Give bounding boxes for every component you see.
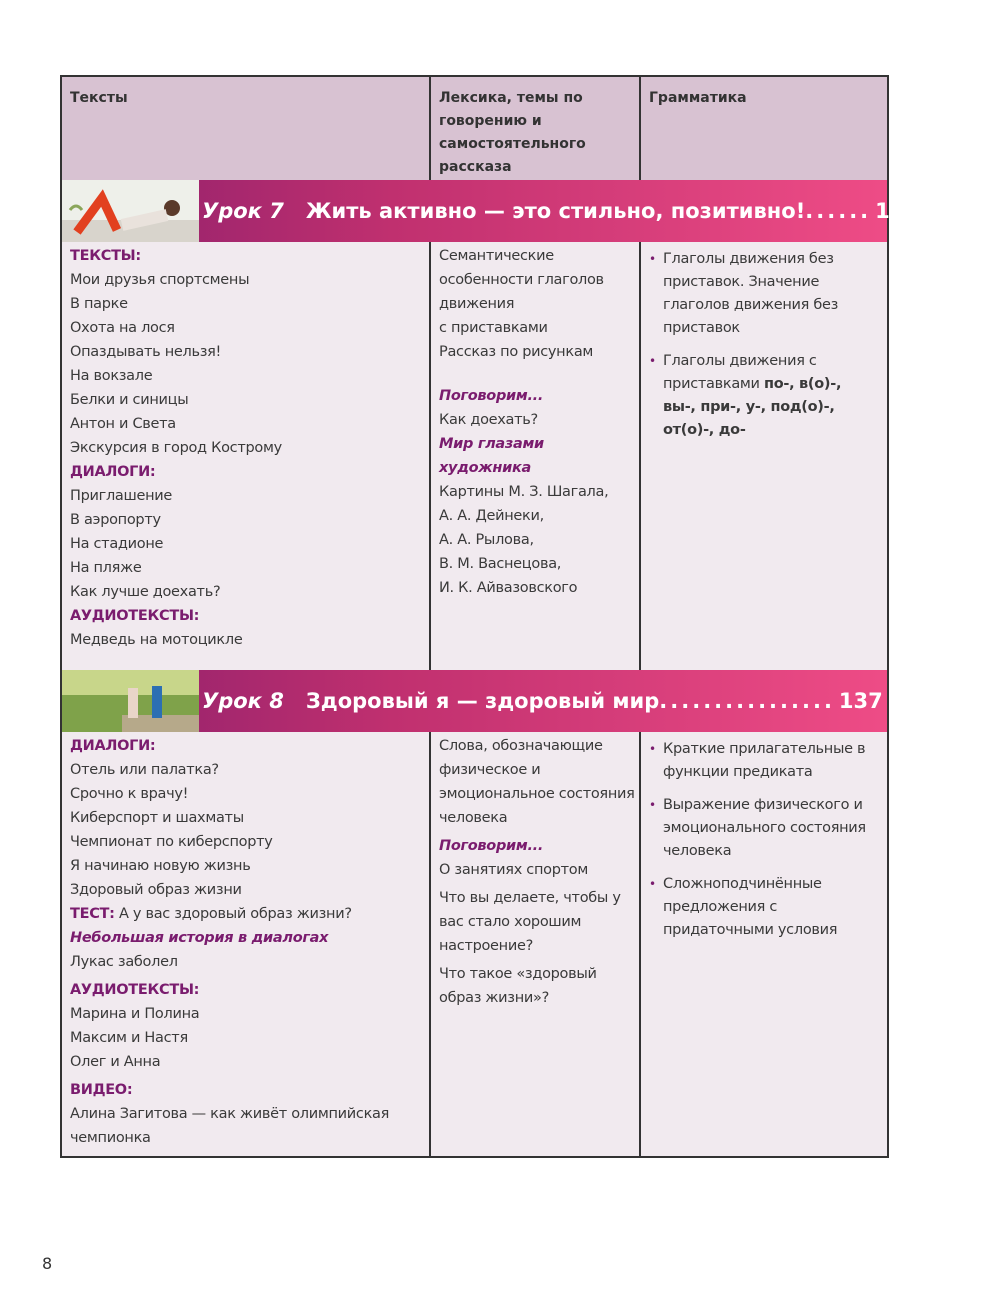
lexis-column <box>439 734 635 1014</box>
section-heading: ВИДЕО: <box>70 1082 133 1098</box>
bullet-icon: • <box>649 252 656 266</box>
italic-heading: Мир глазами <box>439 436 544 452</box>
grammar-text <box>663 873 877 942</box>
lesson-page: 137 <box>838 689 883 713</box>
text-item: Охота на лося <box>70 320 175 336</box>
lexis-item: Картины М. З. Шагала, <box>439 484 609 500</box>
lexis-item: Семантические <box>439 248 554 264</box>
text-item: Антон и Света <box>70 416 176 432</box>
grammar-text-main: Выражение физического и эмоционального состояния человека <box>663 797 866 859</box>
text-item: В парке <box>70 296 128 312</box>
text-item: Медведь на мотоцикле <box>70 632 243 648</box>
lesson-band <box>62 180 920 242</box>
text-item: Киберспорт и шахматы <box>70 810 244 826</box>
section-heading: АУДИОТЕКСТЫ: <box>70 982 200 998</box>
lexis-column <box>439 244 635 600</box>
bullet-icon: • <box>649 877 656 891</box>
grammar-item <box>649 873 877 942</box>
lexis-item: Рассказ по рисункам <box>439 344 594 360</box>
running-photo <box>62 670 199 732</box>
lesson-page: 113 <box>875 199 920 223</box>
text-item: Белки и синицы <box>70 392 189 408</box>
texts-column <box>70 734 420 1150</box>
grammar-column <box>649 738 877 952</box>
grammar-text <box>663 738 877 784</box>
grammar-column <box>649 248 877 452</box>
header-grammar: Грамматика <box>649 90 747 106</box>
lexis-item: движения <box>439 296 515 312</box>
lexis-item: В. М. Васнецова, <box>439 556 562 572</box>
lesson-name: Жить активно — это стильно, позитивно! <box>305 199 806 223</box>
lexis-item: Как доехать? <box>439 412 538 428</box>
lesson-band <box>62 670 887 732</box>
section-heading: АУДИОТЕКСТЫ: <box>70 608 200 624</box>
text-item: Максим и Настя <box>70 1030 188 1046</box>
text-item: На вокзале <box>70 368 153 384</box>
test-item <box>70 902 420 926</box>
text-item: Олег и Анна <box>70 1054 161 1070</box>
lesson-title <box>202 670 883 732</box>
section-heading: ДИАЛОГИ: <box>70 738 156 754</box>
text-item: Чемпионат по киберспорту <box>70 834 273 850</box>
lesson-name: Здоровый я — здоровый мир <box>305 689 660 713</box>
section-heading: ДИАЛОГИ: <box>70 464 156 480</box>
text-item: Лукас заболел <box>70 954 178 970</box>
italic-heading: художника <box>439 460 532 476</box>
spacer <box>439 364 635 374</box>
grammar-text-main: Краткие прилагательные в функции предиката <box>663 741 866 780</box>
lexis-item: особенности глаголов <box>439 272 604 288</box>
leader-dots: ................ <box>659 689 835 713</box>
bullet-icon: • <box>649 354 656 368</box>
grammar-item <box>649 350 877 442</box>
lesson-number: Урок 8 <box>202 689 284 713</box>
text-item: Отель или палатка? <box>70 762 219 778</box>
header-texts: Тексты <box>70 90 128 106</box>
lexis-item: Что такое «здоровый образ жизни»? <box>439 966 597 1006</box>
text-item: Мои друзья спортсмены <box>70 272 250 288</box>
text-item: Опаздывать нельзя! <box>70 344 222 360</box>
grammar-prefixes: по-, в(о)-, вы-, при-, у-, под(о)-, от(о)-, до- <box>663 376 842 438</box>
section-heading: ТЕКСТЫ: <box>70 248 141 264</box>
text-item: В аэропорту <box>70 512 161 528</box>
lexis-item: с приставками <box>439 320 548 336</box>
lexis-item: Что вы делаете, чтобы у вас стало хорошим настроение? <box>439 890 621 954</box>
italic-heading: Небольшая история в диалогах <box>70 930 329 946</box>
text-item: На пляже <box>70 560 142 576</box>
bullet-icon: • <box>649 742 656 756</box>
italic-heading: Поговорим... <box>439 838 544 854</box>
lexis-item: О занятиях спортом <box>439 862 588 878</box>
text-item: Здоровый образ жизни <box>70 882 242 898</box>
bullet-icon: • <box>649 798 656 812</box>
test-title: А у вас здоровый образ жизни? <box>114 906 352 922</box>
lexis-item: И. К. Айвазовского <box>439 580 578 596</box>
grammar-item <box>649 738 877 784</box>
test-label: ТЕСТ: <box>70 906 115 922</box>
grammar-text <box>663 350 877 442</box>
grammar-item <box>649 794 877 863</box>
leader-dots: ...... <box>805 199 872 223</box>
header-lexis: Лексика, темы по говорению и самостоятельного рассказа <box>439 90 586 175</box>
grammar-item <box>649 248 877 340</box>
text-item: Приглашение <box>70 488 173 504</box>
grammar-text <box>663 794 877 863</box>
text-item: Я начинаю новую жизнь <box>70 858 251 874</box>
text-item: Экскурсия в город Кострому <box>70 440 282 456</box>
page-number: 8 <box>42 1254 53 1273</box>
text-item: Марина и Полина <box>70 1006 200 1022</box>
spacer <box>439 374 635 384</box>
lexis-item: А. А. Рылова, <box>439 532 534 548</box>
exercise-photo <box>62 180 199 242</box>
lesson-title <box>202 180 920 242</box>
text-item: Алина Загитова — как живёт олимпийская чемпионка <box>70 1106 390 1146</box>
text-item: На стадионе <box>70 536 164 552</box>
table-header <box>62 77 887 182</box>
grammar-text-main: Глаголы движения с приставками <box>663 353 817 392</box>
grammar-text-main: Сложноподчинённые предложения с придаточными условия <box>663 876 838 938</box>
italic-heading: Поговорим... <box>439 388 544 404</box>
grammar-text <box>663 248 877 340</box>
lexis-item: А. А. Дейнеки, <box>439 508 544 524</box>
contents-table <box>60 75 920 1158</box>
grammar-text-main: Глаголы движения без приставок. Значение глаголов движения без приставок <box>663 251 839 336</box>
text-item: Срочно к врачу! <box>70 786 189 802</box>
lesson-number: Урок 7 <box>202 199 284 223</box>
lexis-item: Слова, обозначающие физическое и эмоциональное состояния человека <box>439 738 635 826</box>
text-item: Как лучше доехать? <box>70 584 221 600</box>
texts-column <box>70 244 420 652</box>
